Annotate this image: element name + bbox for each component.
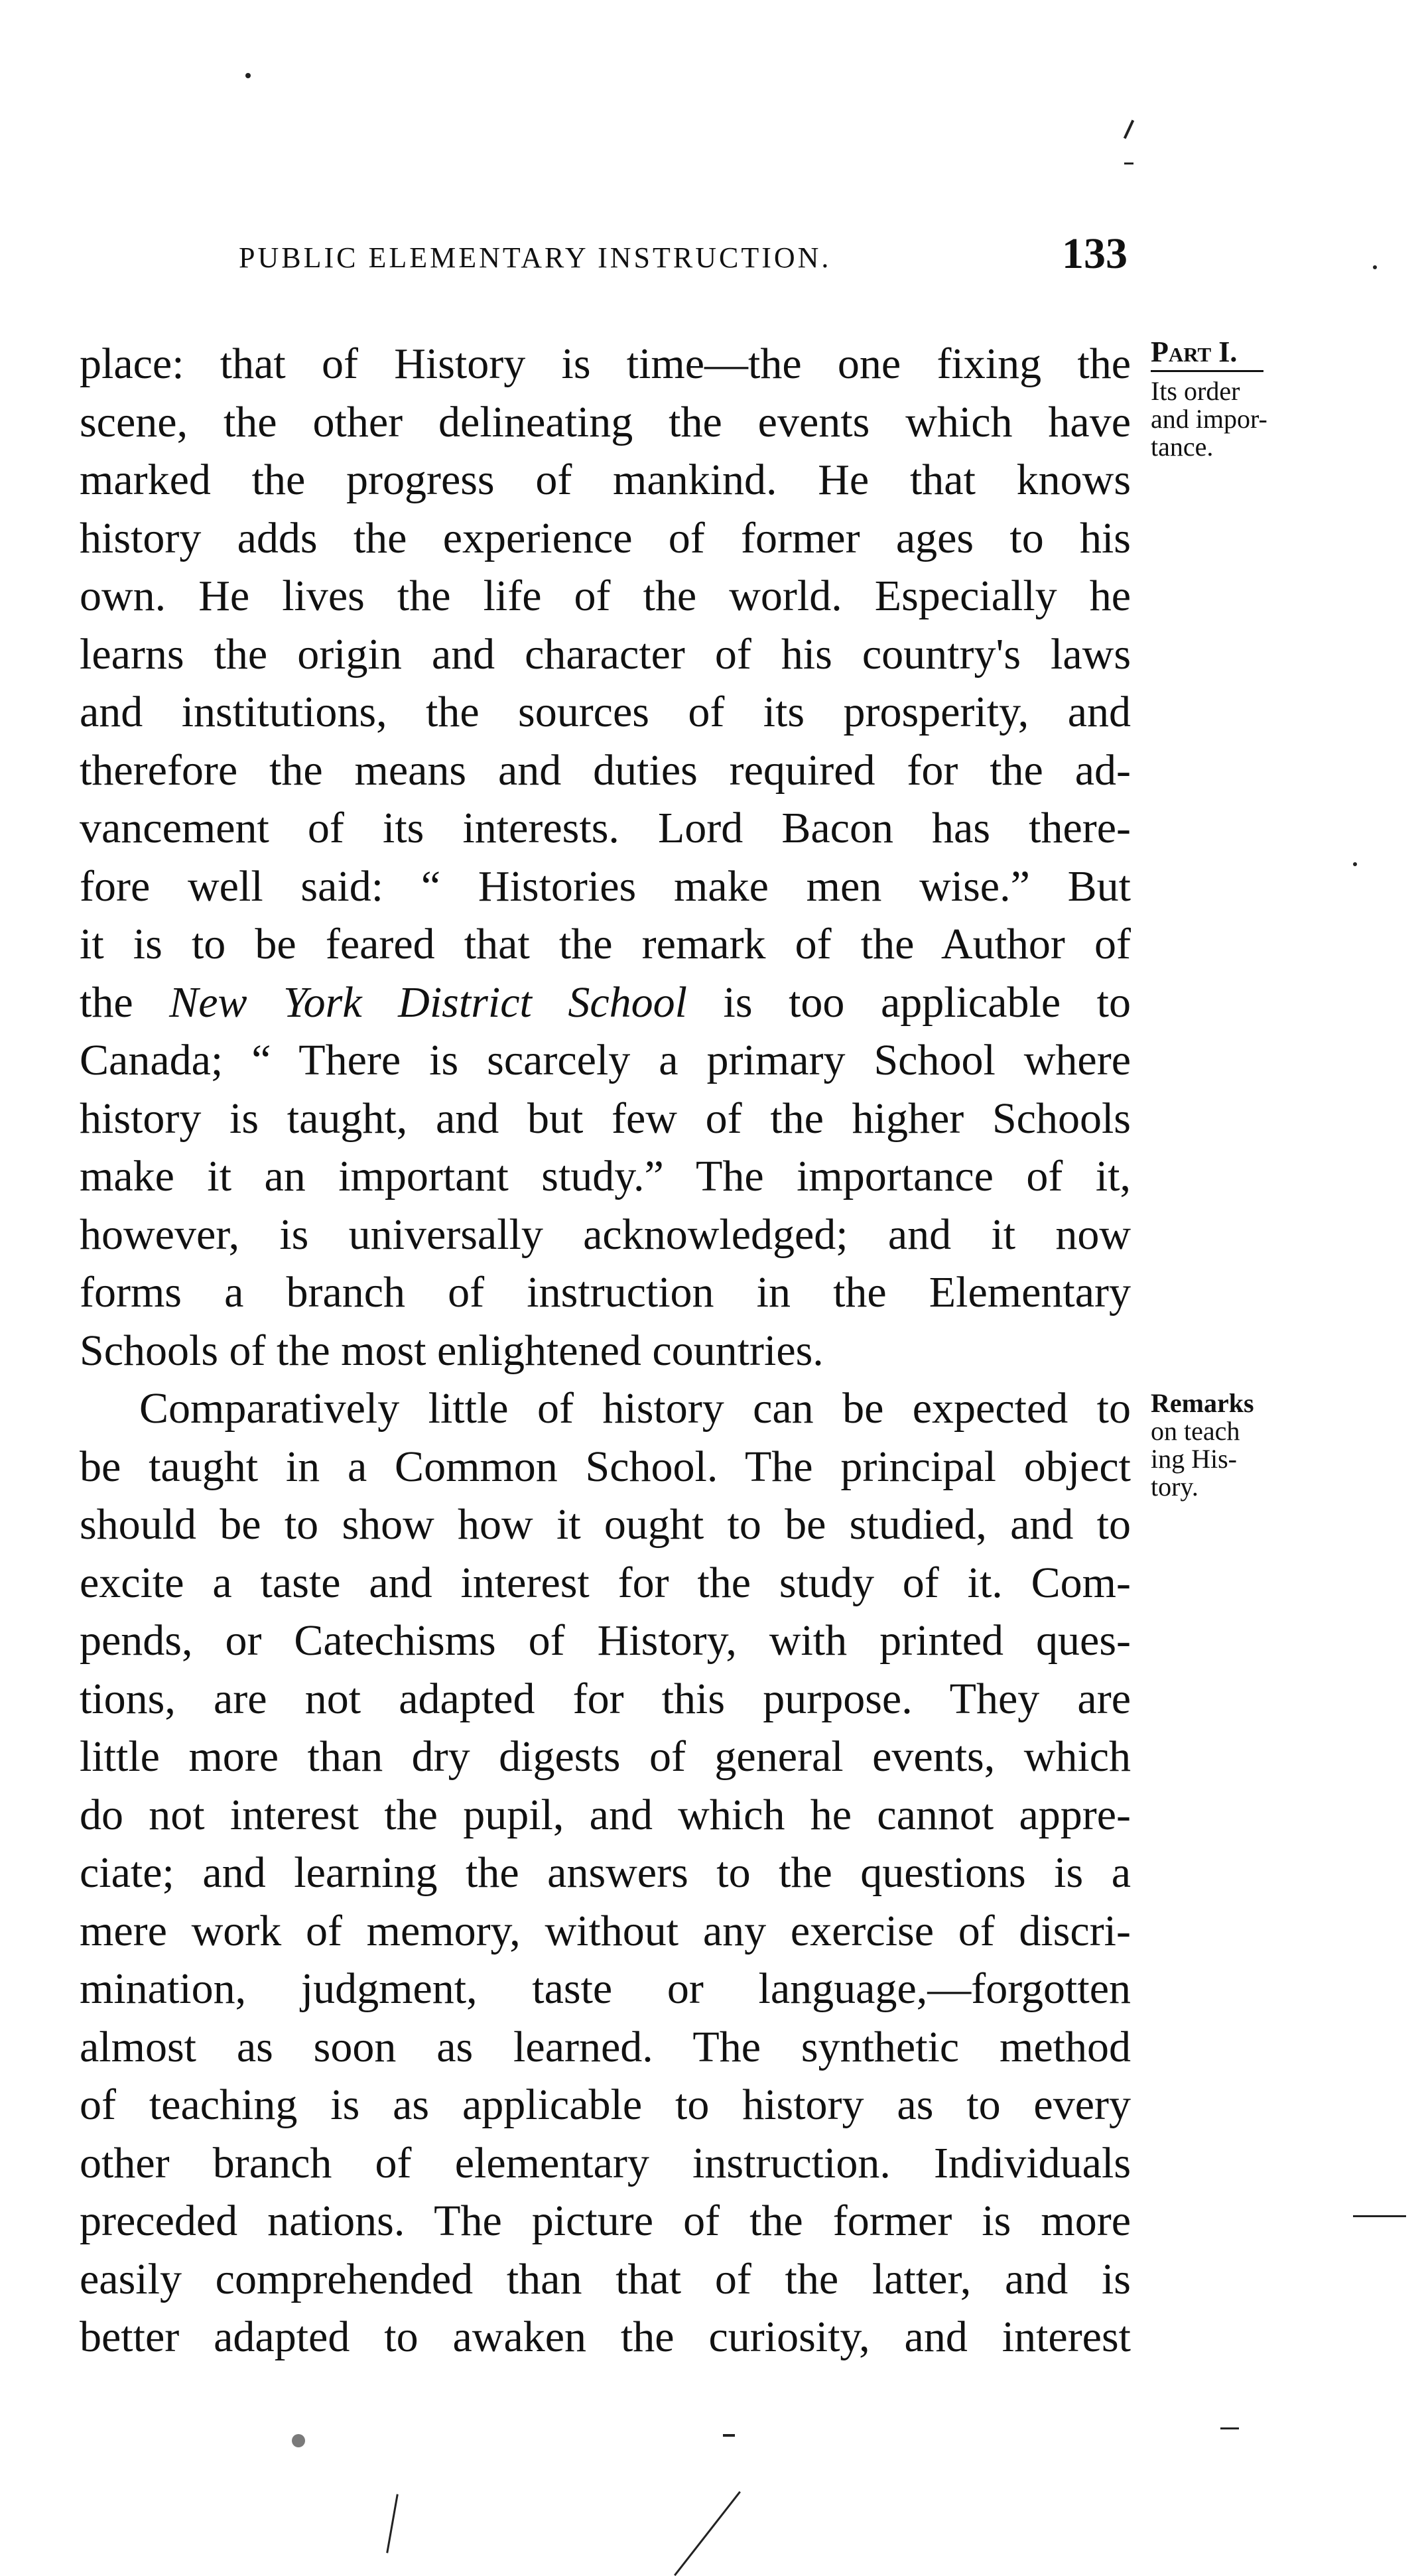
margin-note-remarks-1: Remarks <box>1151 1388 1254 1418</box>
text-line: excite a taste and interest for the study of it. Com- <box>80 1558 1131 1607</box>
text-line: learns the origin and character of his country's laws <box>80 629 1131 678</box>
scan-speck <box>1373 265 1377 269</box>
text-line: own. He lives the life of the world. Especially he <box>80 572 1131 620</box>
scan-speck <box>1353 2215 1406 2217</box>
margin-note-importance: and impor-tance. <box>1151 404 1267 462</box>
text-line: forms a branch of instruction in the Elementary <box>80 1268 1131 1317</box>
text-line: other branch of elementary instruction. Individuals <box>80 2138 1131 2187</box>
scan-speck <box>386 2494 399 2553</box>
text-line: Comparatively little of history can be expected to <box>139 1384 1131 1433</box>
scan-speck <box>674 2491 741 2576</box>
margin-note-order: Its order <box>1151 376 1240 406</box>
text-line: little more than dry digests of general events, which <box>80 1732 1131 1781</box>
text-line: easily comprehended than that of the latter, and is <box>80 2254 1131 2303</box>
text-line: make it an important study.” The importance of it, <box>80 1152 1131 1200</box>
text-fragment: is too applicable to <box>723 978 1131 1027</box>
margin-note-part-label: Part I. <box>1151 336 1238 368</box>
text-line: Schools of the most enlightened countries. <box>80 1326 824 1375</box>
running-header <box>239 229 1128 282</box>
scan-speck <box>1124 120 1134 139</box>
text-line: better adapted to awaken the curiosity, and interest <box>80 2313 1131 2361</box>
text-line: Canada; “ There is scarcely a primary School where <box>80 1036 1131 1084</box>
margin-note-remarks-3: ing His- <box>1151 1444 1237 1474</box>
text-line: ciate; and learning the answers to the questions is a <box>80 1848 1131 1897</box>
body-text <box>80 335 1131 2366</box>
page-number: 133 <box>1062 229 1128 278</box>
text-line: it is to be feared that the remark of the Author of <box>80 920 1131 968</box>
scan-speck <box>1124 162 1133 164</box>
text-line: almost as soon as learned. The synthetic method <box>80 2022 1131 2071</box>
text-line: vancement of its interests. Lord Bacon has there- <box>80 804 1131 852</box>
scan-speck <box>245 73 251 78</box>
text-line-with-title <box>80 974 1131 1032</box>
text-line: history is taught, and but few of the higher Schools <box>80 1094 1131 1143</box>
text-line: should be to show how it ought to be studied, and to <box>80 1500 1131 1549</box>
text-line: therefore the means and duties required for the ad- <box>80 745 1131 795</box>
text-line: history adds the experience of former ages to his <box>80 513 1131 562</box>
text-line: preceded nations. The picture of the former is more <box>80 2197 1131 2245</box>
text-line: be taught in a Common School. The principal object <box>80 1442 1131 1491</box>
scan-speck <box>1353 862 1357 866</box>
scan-speck <box>723 2434 735 2437</box>
scan-speck <box>292 2434 305 2447</box>
margin-note-remarks <box>1151 1389 1310 1501</box>
scan-speck <box>1220 2427 1239 2429</box>
text-line: marked the progress of mankind. He that knows <box>80 456 1131 504</box>
text-line: mere work of memory, without any exercise of discri- <box>80 1906 1131 1955</box>
text-line: and institutions, the sources of its prosperity, and <box>80 688 1131 736</box>
margin-note-remarks-4: tory. <box>1151 1472 1198 1502</box>
text-fragment: the <box>80 978 133 1027</box>
margin-note-remarks-2: on teach <box>1151 1416 1240 1446</box>
text-line: scene, the other delineating the events which have <box>80 397 1131 446</box>
text-line: mination, judgment, taste or language,—forgotten <box>80 1964 1131 2013</box>
text-line: place: that of History is time—the one fixing the <box>80 340 1131 388</box>
text-line: however, is universally acknowledged; and it now <box>80 1210 1131 1259</box>
text-line: tions, are not adapted for this purpose. They are <box>80 1674 1131 1723</box>
text-line: of teaching is as applicable to history as to every <box>80 2081 1131 2129</box>
book-title: New York District School <box>169 978 688 1027</box>
text-line: do not interest the pupil, and which he cannot appre- <box>80 1790 1131 1839</box>
text-line: pends, or Catechisms of History, with printed ques- <box>80 1616 1131 1665</box>
text-line: fore well said: “ Histories make men wise.” But <box>80 862 1131 911</box>
margin-note-part <box>1151 338 1310 461</box>
running-title: PUBLIC ELEMENTARY INSTRUCTION. <box>239 241 832 274</box>
margin-rule <box>1151 370 1263 372</box>
